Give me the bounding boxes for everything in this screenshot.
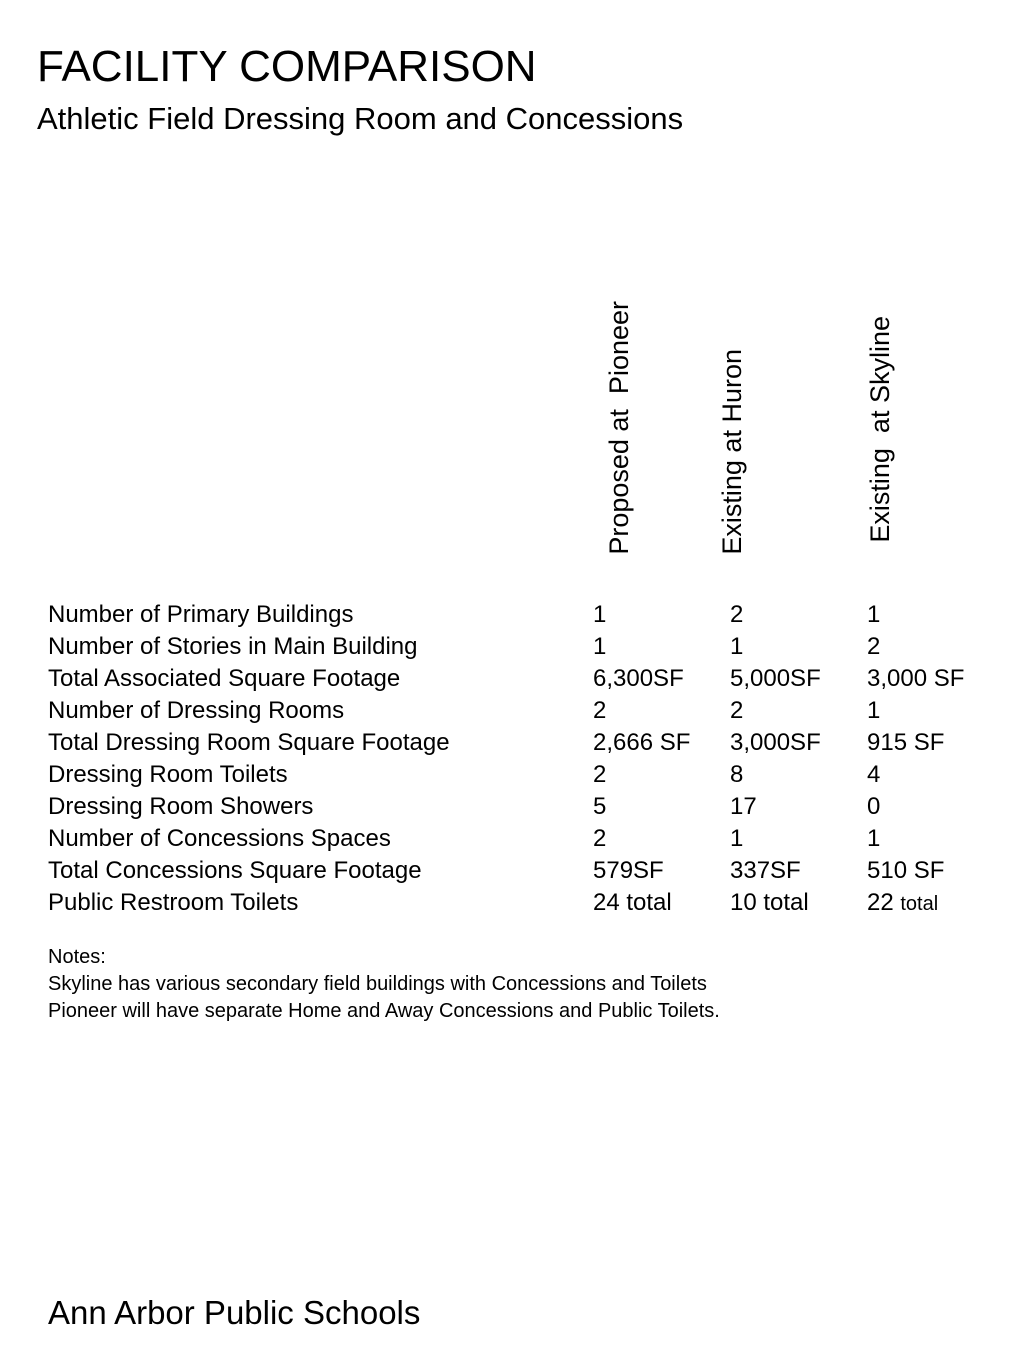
skyline-value [867,887,938,920]
column-header-skyline: Existing at Skyline [865,316,895,543]
table-row [0,599,1024,631]
notes-heading: Notes: [48,946,106,968]
footer-organization: Ann Arbor Public Schools [48,1294,421,1331]
pioneer-value: 2 [593,761,607,788]
table-row [0,759,1024,791]
huron-value: 1 [730,633,744,660]
table-row [0,855,1024,887]
skyline-value: 1 [867,697,881,724]
page-subtitle: Athletic Field Dressing Room and Concessions [37,101,684,136]
row-label: Total Concessions Square Footage [48,857,422,884]
column-headers [0,200,1024,555]
pioneer-value: 1 [593,601,607,628]
skyline-value: 1 [867,601,881,628]
pioneer-value: 24 total [593,889,672,916]
column-header-pioneer: Proposed at Pioneer [604,301,634,555]
row-label: Total Dressing Room Square Footage [48,729,450,756]
row-label: Number of Stories in Main Building [48,633,418,660]
huron-value: 3,000SF [730,729,821,756]
table-row [0,887,1024,919]
skyline-value-number: 22 [867,889,894,916]
table-row [0,823,1024,855]
pioneer-value: 6,300SF [593,665,684,692]
note-line: Skyline has various secondary field buildings with Concessions and Toilets [48,973,707,995]
skyline-value-unit: total [900,893,939,915]
row-label: Public Restroom Toilets [48,889,299,916]
row-label: Dressing Room Showers [48,793,314,820]
table-row [0,663,1024,695]
pioneer-value: 579SF [593,857,664,884]
page-title: FACILITY COMPARISON [37,42,537,91]
skyline-value: 2 [867,633,881,660]
column-header-huron: Existing at Huron [717,349,747,555]
row-label: Number of Dressing Rooms [48,697,345,724]
pioneer-value: 1 [593,633,607,660]
pioneer-value: 5 [593,793,607,820]
table-row [0,695,1024,727]
table-row [0,631,1024,663]
row-label: Number of Concessions Spaces [48,825,391,852]
huron-value: 8 [730,761,744,788]
table-row [0,727,1024,759]
huron-value: 2 [730,601,744,628]
row-label: Total Associated Square Footage [48,665,401,692]
huron-value: 5,000SF [730,665,821,692]
huron-value: 2 [730,697,744,724]
pioneer-value: 2,666 SF [593,729,691,756]
note-line: Pioneer will have separate Home and Away Concessions and Public Toilets. [48,1000,720,1022]
skyline-value: 1 [867,825,881,852]
skyline-value: 0 [867,793,881,820]
table-row [0,791,1024,823]
skyline-value: 4 [867,761,881,788]
huron-value: 337SF [730,857,801,884]
pioneer-value: 2 [593,825,607,852]
pioneer-value: 2 [593,697,607,724]
row-label: Number of Primary Buildings [48,601,354,628]
skyline-value: 510 SF [867,857,945,884]
notes [48,944,720,1025]
skyline-value: 3,000 SF [867,665,965,692]
huron-value: 1 [730,825,744,852]
huron-value: 17 [730,793,757,820]
row-label: Dressing Room Toilets [48,761,288,788]
skyline-value: 915 SF [867,729,945,756]
huron-value: 10 total [730,889,809,916]
